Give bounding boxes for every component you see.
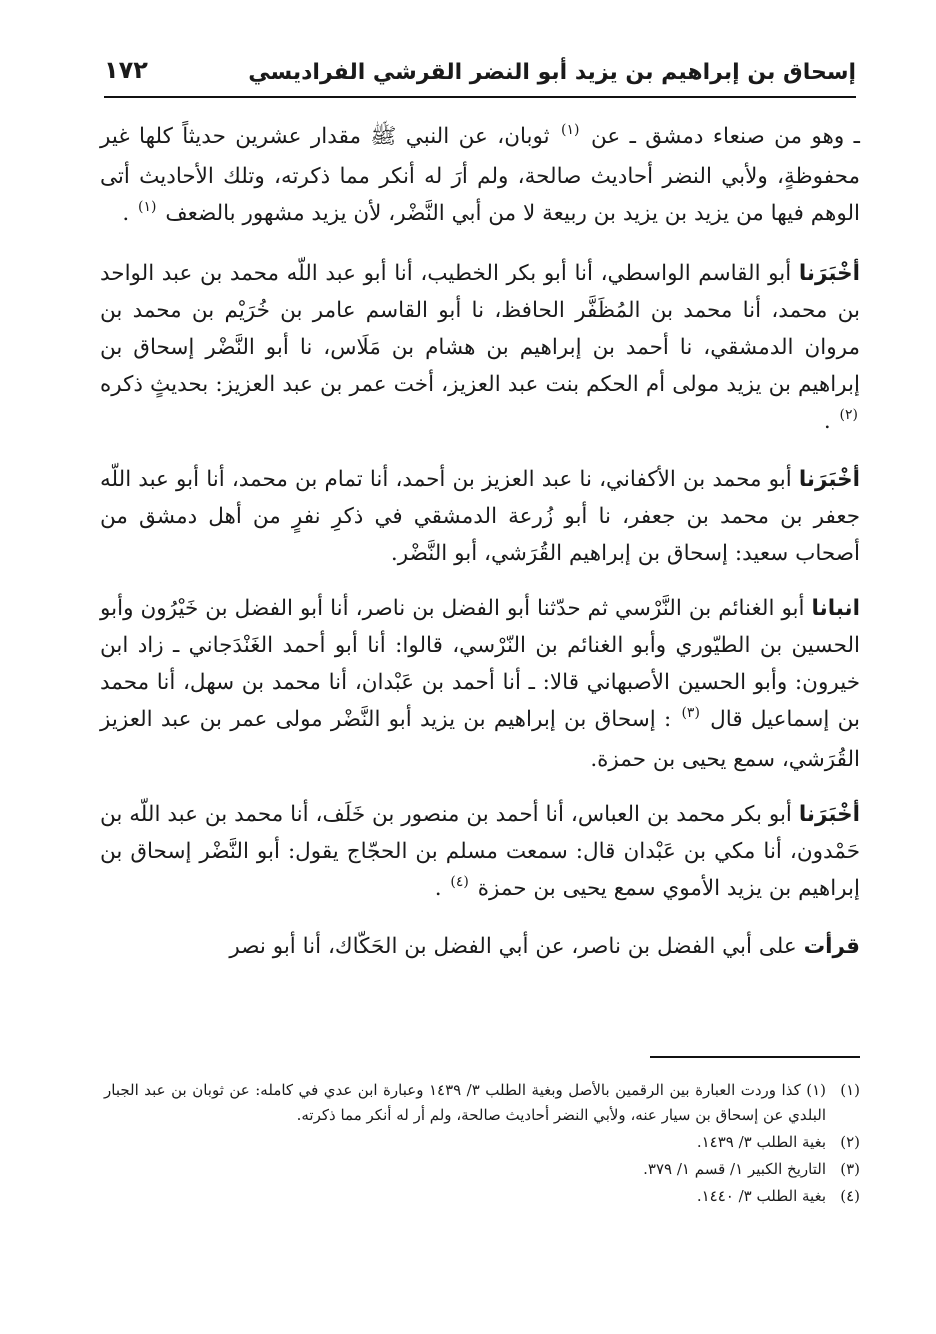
paragraph-text: . [434, 876, 442, 901]
paragraph [100, 796, 860, 910]
footnote-text: بغية الطلب ٣/ ١٤٣٩. [696, 1133, 826, 1151]
footnote-number: (١) [840, 1081, 860, 1099]
paragraph-text: ثوبان، عن النبي ﷺ مقدار عشرين حديثاً كلها غير محفوظةٍ، ولأبي النضر أحاديث صالحة، ولم أرَ له أنكر مما ذكرته، وتلك الأحاديث أتى الوهم فيها من يزيد بن يزيد بن ربيعة لا من أبي النَّضْر، لأن يزيد مشهور بالضعف [100, 124, 860, 226]
page-number: ١٧٢ [104, 56, 148, 84]
footnote-number: (٣) [840, 1160, 860, 1178]
footnote-number: (٤) [840, 1187, 860, 1205]
footnote-ref: (١) [561, 122, 580, 138]
paragraph-lead: أخْبَرَنا [798, 802, 860, 827]
paragraph-text: على أبي الفضل بن ناصر، عن أبي الفضل بن الحَكّاك، أنا أبو نصر [229, 934, 797, 959]
paragraph-lead: قرأت [803, 934, 860, 959]
paragraph [100, 461, 860, 572]
paragraph [100, 928, 860, 965]
paragraph-lead: أخْبَرَنا [798, 467, 860, 492]
paragraph-text: : إسحاق بن إبراهيم بن يزيد أبو النَّضْر مولى عمر بن عبد العزيز القُرَشي، سمع يحيى بن حمزة. [100, 707, 860, 772]
paragraph-text: أبو الغنائم بن النَّرْسي ثم حدّثنا أبو الفضل بن ناصر، أنا أبو الفضل بن خَيْرُون وأبو الحسين بن الطيّوري وأبو الغنائم بن النّرْسي، قالوا: أنا أبو أحمد الغَنْدَجاني ـ زاد ابن خيرون: وأبو الحسين الأصبهاني قالا: ـ أنا أحمد بن عَبْدان، أنا محمد بن سهل، أنا محمد بن إسماعيل قال [100, 596, 860, 732]
running-header [104, 52, 856, 98]
footnote [104, 1184, 860, 1209]
paragraph [100, 118, 860, 235]
paragraph [100, 590, 860, 778]
paragraph-text: . [122, 201, 130, 226]
paragraph-lead: أخْبَرَنا [798, 261, 860, 286]
footnote-ref: (٣) [681, 705, 700, 721]
paragraph [100, 255, 860, 443]
running-title: إسحاق بن إبراهيم بن يزيد أبو النضر القرشي الفراديسي [248, 60, 856, 85]
footnote-divider [650, 1056, 860, 1058]
footnote [104, 1130, 860, 1155]
footnote [104, 1157, 860, 1182]
footnote-ref: (١) [138, 199, 157, 215]
paragraph-text: أبو بكر محمد بن العباس، أنا أحمد بن منصور بن خَلَف، أنا محمد بن عبد اللّه بن حَمْدون، أنا مكي بن عَبْدان قال: سمعت مسلم بن الحجّاج يقول: أبو النَّضْر إسحاق بن إبراهيم بن يزيد الأموي سمع يحيى بن حمزة [100, 802, 860, 901]
paragraph-text: أبو محمد بن الأكفاني، نا عبد العزيز بن أحمد، أنا تمام بن محمد، أنا أبو عبد اللّه جعفر بن محمد بن جعفر، نا أبو زُرعة الدمشقي في ذكرِ نفرٍ من أهل دمشق من أصحاب سعيد: إسحاق بن إبراهيم القُرَشي، أبو النَّضْر. [100, 467, 860, 566]
footnote-ref: (٤) [450, 874, 469, 890]
footnote-text: بغية الطلب ٣/ ١٤٤٠. [696, 1187, 826, 1205]
footnote [104, 1078, 860, 1128]
footnotes [104, 1078, 860, 1211]
paragraph-text: أبو القاسم الواسطي، أنا أبو بكر الخطيب، أنا أبو عبد اللّه محمد بن عبد الواحد بن محمد، أنا محمد بن المُظَفَّر الحافظ، نا أبو القاسم عامر بن خُرَيْم بن محمد بن مروان الدمشقي، نا أحمد بن إبراهيم بن هشام بن مَلَاس، نا أبو النَّضْر إسحاق بن إبراهيم بن يزيد مولى أم الحكم بنت عبد العزيز، أخت عمر بن عبد العزيز: بحديثٍ ذكره [100, 261, 860, 397]
footnote-number: (٢) [840, 1133, 860, 1151]
footnote-ref: (٢) [839, 407, 858, 423]
paragraph-text: . [823, 409, 831, 434]
paragraph-text: ـ وهو من صنعاء دمشق ـ عن [590, 124, 860, 149]
footnote-text: (١) كذا وردت العبارة بين الرقمين بالأصل وبغية الطلب ٣/ ١٤٣٩ وعبارة ابن عدي في كامله: عن ثوبان بن عبد الجبار البلدي عن إسحاق بن سيار عنه، ولأبي النضر أحاديث صالحة، ولم أر له أنكر مما ذكرته. [104, 1081, 827, 1124]
paragraph-lead: انبانا [811, 596, 860, 621]
footnote-text: التاريخ الكبير ١/ قسم ١/ ٣٧٩. [643, 1160, 826, 1178]
main-text [100, 118, 860, 983]
